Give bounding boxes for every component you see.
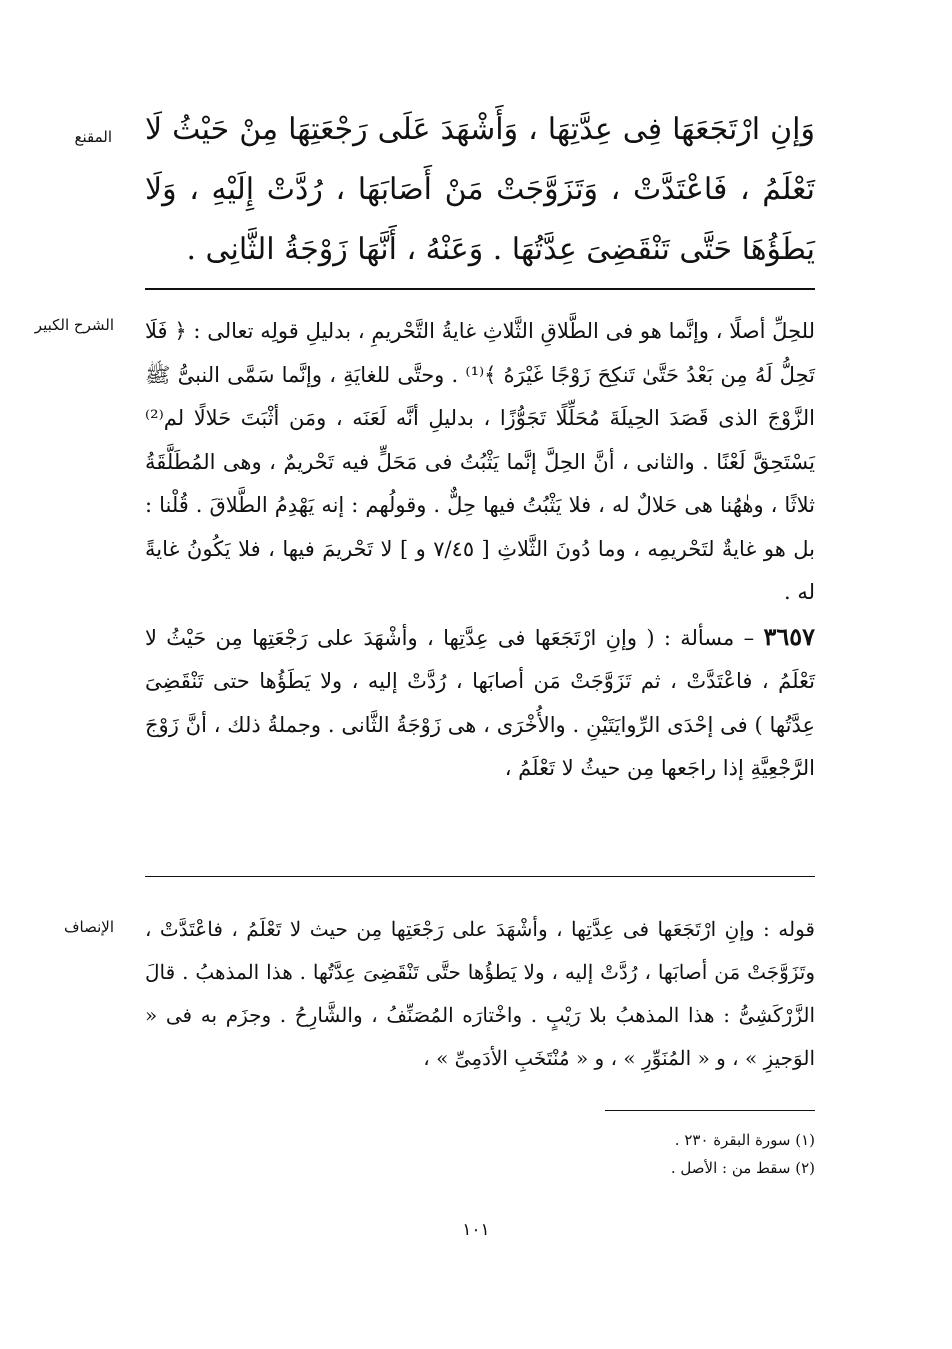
section-divider-bottom <box>145 876 815 877</box>
section-divider-top <box>145 288 815 290</box>
footnote-2: (٢) سقط من : الأصل . <box>670 1159 815 1177</box>
sharh-text-block <box>145 310 815 791</box>
insaf-text-block <box>145 908 815 1080</box>
footnotes <box>500 1126 815 1182</box>
muqni-paragraph: وَإنِ ارْتَجَعَهَا فِى عِدَّتِهَا ، وَأَشْهَدَ عَلَى رَجْعَتِهَا مِنْ حَيْثُ لَا تَعْلَمُ ، فَاعْتَدَّتْ ، وَتَزَوَّجَتْ مَنْ أَصَابَهَا ، رُدَّتْ إِلَيْهِ ، وَلَا يَطَؤُهَا حَتَّى تَنْقَضِىَ عِدَّتُهَا . وَعَنْهُ ، أَنَّهَا زَوْجَةُ الثَّانِى . <box>145 112 815 267</box>
insaf-paragraph: قوله : وإنِ ارْتَجَعَها فى عِدَّتِها ، وأشْهَدَ على رَجْعَتِها مِن حيث لا تَعْلَمُ ، فاعْتَدَّتْ ، وتَزَوَّجَتْ مَن أصابَها ، رُدَّتْ إليه ، ولا يَطؤُها حتَّى تَنْقَضِىَ عِدَّتُها . هذا المذهبُ . قالَ الزَّرْكَشِىُّ : هذا المذهبُ بلا رَيْبٍ . واخْتارَه المُصَنِّفُ ، والشَّارِحُ . وجزَم به فى « الوَجيزِ » ، و « المُنَوِّرِ » ، و « مُنْتَخَبِ الأدَمِىِّ » ، <box>145 917 815 1070</box>
sharh-paragraph: للحِلِّ أصلًا ، وإنَّما هو فى الطَّلاقِ الثَّلاثِ غايةُ التَّحْريمِ ، بدليلِ قولِه تعالى : ﴿ فَلَا تَحِلُّ لَهُ مِن بَعْدُ حَتَّىٰ تَنكِحَ زَوْجًا غَيْرَهُ ﴾⁽¹⁾ . وحتَّى للغايَةِ ، وإنَّما سَمَّى النبىُّ ﷺ الزَّوْجَ الذى قَصَدَ الحِيلَةَ مُحَلِّلًا تَجَوُّزًا ، بدليلِ أنَّه لَعَنَه ، ومَن أثْبَتَ حَلالًا لم⁽²⁾ يَسْتَحِقَّ لَعْنًا . والثانى ، أنَّ الحِلَّ إنَّما يَثْبُتُ فى مَحَلٍّ فيه تَحْريمٌ ، وهى المُطَلَّقَةُ ثلاثًا ، وهٰهُنا هى حَلالٌ له ، فلا يَثْبُتُ فيها حِلٌّ . وقولُهم : إنه يَهْدِمُ الطَّلاقَ . قُلْنا : بل هو غايةٌ لتَحْريمِه ، وما دُونَ الثَّلاثِ [ ٧/٤٥ و ] لا تَحْريمَ فيها ، فلا يَكُونُ غايةً له . <box>145 319 815 604</box>
section-label-insaf: الإنصاف <box>63 918 114 936</box>
masala-paragraph <box>145 615 815 791</box>
footnote-1: (١) سورة البقرة ٢٣٠ . <box>674 1131 815 1149</box>
masala-text: – مسألة : ( وإنِ ارْتَجَعَها فى عِدَّتِها ، وأشْهَدَ على رَجْعَتِها مِن حَيْثُ لا تَعْلَمُ ، فاعْتَدَّتْ ، ثم تَزَوَّجَتْ مَن أصابَها ، رُدَّتْ إليه ، ولا يَطَؤُها حتى تَنْقَضِىَ عِدَّتُها ) فى إحْدَى الرِّوايَتَيْنِ . والأُخْرَى ، هى زَوْجَةُ الثَّانى . وجملةُ ذلك ، أنَّ زَوْجَ الرَّجْعِيَّةِ إذا راجَعها مِن حيثُ لا تَعْلَمُ ، <box>145 625 815 780</box>
muqni-text-block <box>145 100 815 280</box>
section-label-muqni: المقنع <box>74 128 112 146</box>
footnote-divider <box>605 1110 815 1111</box>
section-label-sharh: الشرح الكبير <box>34 316 114 334</box>
masala-number: ٣٦٥٧ <box>763 621 815 651</box>
page-number: ١٠١ <box>462 1220 490 1240</box>
